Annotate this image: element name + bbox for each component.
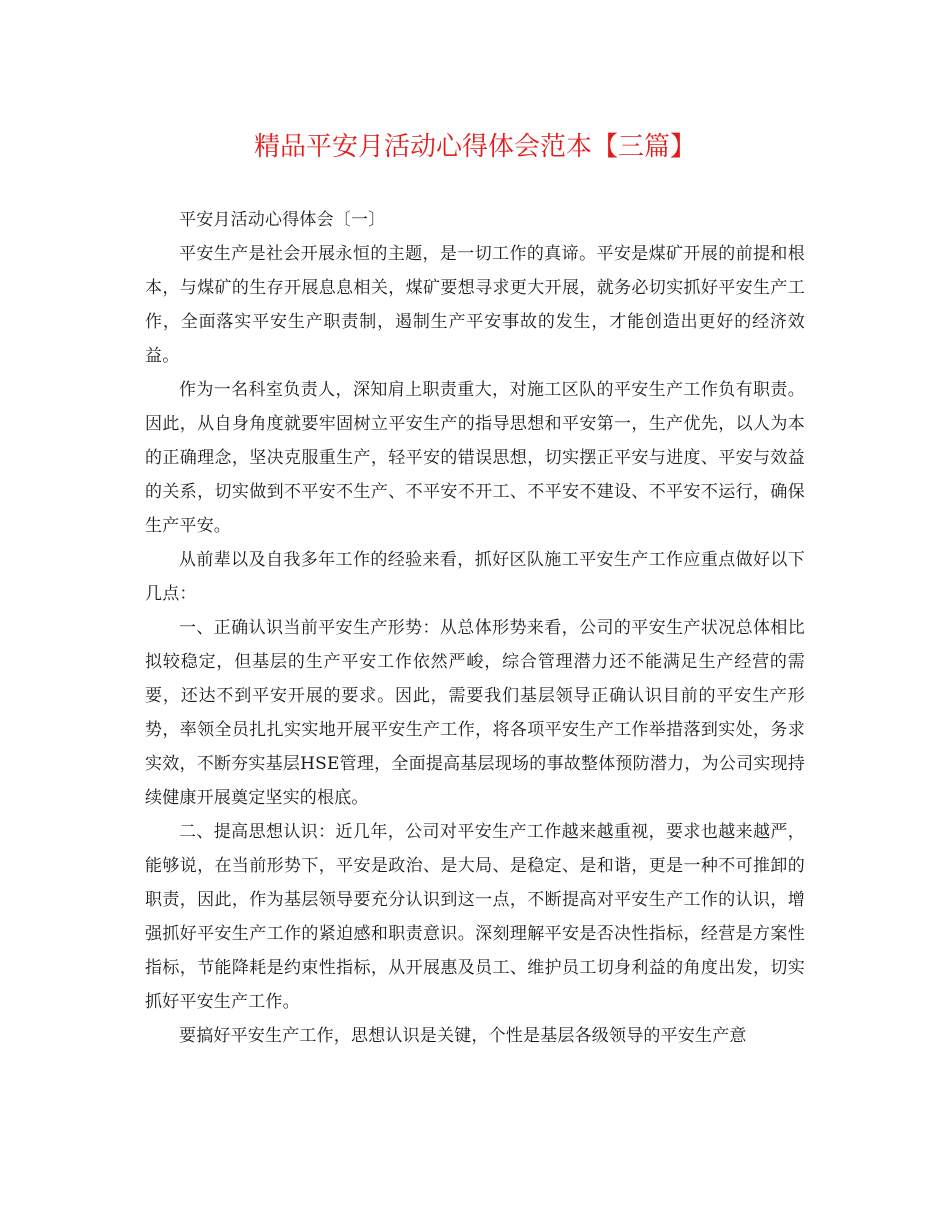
paragraph: 要搞好平安生产工作，思想认识是关键，个性是基层各级领导的平安生产意: [179, 1026, 747, 1046]
paragraph: 从前辈以及自我多年工作的经验来看，抓好区队施工平安生产工作应重点做好以下几点：: [145, 550, 805, 604]
paragraph: 作为一名科室负责人，深知肩上职责重大，对施工区队的平安生产工作负有职责。因此，从自身角度就要牢固树立平安生产的指导思想和平安第一，生产优先，以人为本的正确理念，坚决克服重生产，轻平安的错误思想，切实摆正平安与进度、平安与效益的关系，切实做到不平安不生产、不平安不开工、不平安不建设、不平安不运行，确保生产平安。: [145, 380, 805, 536]
paragraph: 二、提高思想认识：近几年，公司对平安生产工作越来越重视，要求也越来越严，能够说，在当前形势下，平安是政治、是大局、是稳定、是和谐，更是一种不可推卸的职责，因此，作为基层领导要充分认识到这一点，不断提高对平安生产工作的认识，增强抓好平安生产工作的紧迫感和职责意识。深刻理解平安是否决性指标，经营是方案性指标，节能降耗是约束性指标，从开展惠及员工、维护员工切身利益的角度出发，切实抓好平安生产工作。: [145, 822, 805, 1012]
document-title: 精品平安月活动心得体会范本【三篇】: [253, 132, 696, 162]
paragraph: 一、正确认识当前平安生产形势：从总体形势来看，公司的平安生产状况总体相比拟较稳定，但基层的生产平安工作依然严峻，综合管理潜力还不能满足生产经营的需要，还达不到平安开展的要求。因此，需要我们基层领导正确认识目前的平安生产形势，率领全员扎扎实实地开展平安生产工作，将各项平安生产工作举措落到实处，务求实效，不断夯实基层HSE管理，全面提高基层现场的事故整体预防潜力，为公司实现持续健康开展奠定坚实的根底。: [145, 618, 805, 808]
section-heading: 平安月活动心得体会〔一〕: [179, 210, 386, 230]
document-body: [145, 203, 805, 1053]
paragraph: 平安生产是社会开展永恒的主题，是一切工作的真谛。平安是煤矿开展的前提和根本，与煤矿的生存开展息息相关，煤矿要想寻求更大开展，就务必切实抓好平安生产工作，全面落实平安生产职责制，遏制生产平安事故的发生，才能创造出更好的经济效益。: [145, 244, 805, 366]
